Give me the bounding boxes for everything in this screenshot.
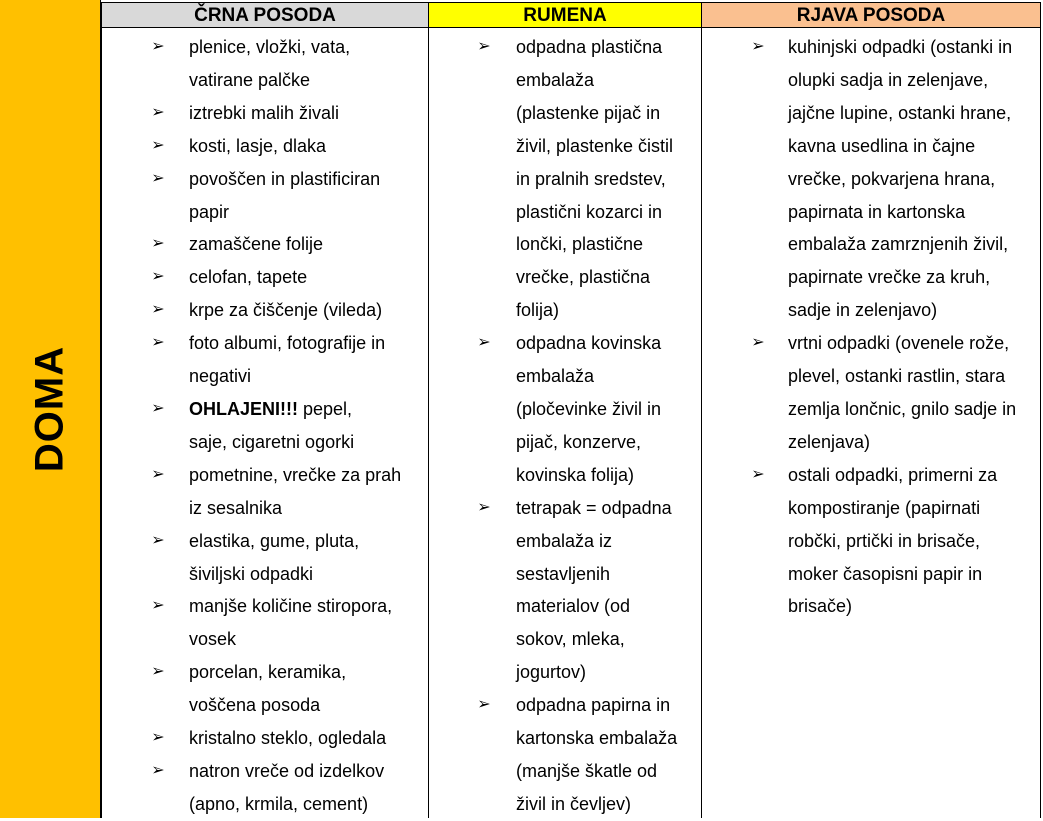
text-line: zelenjava) — [788, 431, 871, 452]
text-line: in pralnih sredstev, — [516, 168, 666, 189]
list-item — [102, 31, 420, 97]
text-line: papir — [189, 201, 230, 222]
arrow-bullet-icon: ➢ — [151, 399, 165, 417]
header-yellow-bin: RUMENA — [428, 2, 701, 28]
text-line: voščena posoda — [189, 695, 321, 716]
text-line: zemlja lončnic, gnilo sadje in — [788, 398, 1017, 419]
list-item — [102, 228, 420, 261]
text-line: folija) — [516, 300, 560, 321]
list-item-text — [189, 261, 420, 294]
text-line: embalaža — [516, 366, 595, 387]
list-item-text — [516, 31, 695, 327]
list-item-text — [189, 327, 420, 393]
list-item — [702, 327, 1037, 459]
text-line: živil, plastenke čistil — [516, 135, 674, 156]
list-item-text — [189, 459, 420, 525]
list-item — [102, 327, 420, 393]
text-line: ostali odpadki, primerni za — [788, 464, 998, 485]
arrow-bullet-icon: ➢ — [151, 531, 165, 549]
text-line: natron vreče od izdelkov — [189, 760, 385, 781]
text-line: porcelan, keramika, — [189, 662, 347, 683]
text-line: kompostiranje (papirnati — [788, 497, 981, 518]
list-item-text — [788, 459, 1037, 624]
list-item — [102, 97, 420, 130]
text-line: povoščen in plastificiran — [189, 168, 381, 189]
arrow-bullet-icon: ➢ — [151, 136, 165, 154]
text-line: lončki, plastične — [516, 234, 644, 255]
header-brown-bin: RJAVA POSODA — [701, 2, 1041, 28]
text-line: moker časopisni papir in — [788, 563, 983, 584]
text-line: (apno, krmila, cement) — [189, 793, 369, 814]
text-line: materialov (od — [516, 596, 631, 617]
text-line: kavna usedlina in čajne — [788, 135, 976, 156]
text-line: odpadna papirna in — [516, 695, 671, 716]
list-item — [429, 689, 695, 821]
arrow-bullet-icon: ➢ — [151, 597, 165, 615]
list-item-text — [788, 31, 1037, 327]
list-item-text — [516, 327, 695, 492]
list-item — [429, 327, 695, 492]
list-item — [102, 656, 420, 722]
list-item-text — [516, 689, 695, 821]
list-item-text — [189, 228, 420, 261]
arrow-bullet-icon: ➢ — [151, 729, 165, 747]
list-item-text — [189, 525, 420, 591]
arrow-bullet-icon: ➢ — [751, 38, 765, 55]
text-line: robčki, prtički in brisače, — [788, 530, 981, 551]
text-line: kovinska folija) — [516, 464, 635, 485]
list-item-text — [189, 722, 420, 755]
text-line: elastika, gume, pluta, — [189, 530, 360, 551]
text-line: tetrapak = odpadna — [516, 497, 672, 518]
list-item — [102, 525, 420, 591]
list-item — [102, 261, 420, 294]
text-line: zamaščene folije — [189, 234, 324, 255]
text-line: plastični kozarci in — [516, 201, 663, 222]
warning-emphasis: OHLAJENI!!! — [189, 398, 298, 419]
list-item — [102, 755, 420, 821]
text-line: krpe za čiščenje (vileda) — [189, 300, 383, 321]
black-bin-list — [102, 31, 420, 821]
list-item-text — [189, 755, 420, 821]
text-line: embalaža zamrznjenih živil, — [788, 234, 1009, 255]
text-line: olupki sadja in zelenjave, — [788, 69, 989, 90]
text-line: pijač, konzerve, — [516, 431, 642, 452]
text-line: celofan, tapete — [189, 267, 308, 288]
list-item — [102, 130, 420, 163]
text-line: kosti, lasje, dlaka — [189, 135, 327, 156]
arrow-bullet-icon: ➢ — [477, 498, 491, 516]
text-line: kartonska embalaža — [516, 728, 678, 749]
text-line: jajčne lupine, ostanki hrane, — [788, 102, 1012, 123]
text-line: sestavljenih — [516, 563, 611, 584]
text-line: kuhinjski odpadki (ostanki in — [788, 37, 1013, 57]
list-item — [702, 31, 1037, 327]
list-item-text — [189, 656, 420, 722]
text-line: vrečke, pokvarjena hrana, — [788, 168, 996, 189]
list-item — [429, 492, 695, 689]
text-line: (pločevinke živil in — [516, 398, 662, 419]
side-label: DOMA — [27, 345, 72, 473]
header-black-bin: ČRNA POSODA — [101, 2, 428, 28]
text-line: vatirane palčke — [189, 69, 311, 90]
text-line: vrtni odpadki (ovenele rože, — [788, 333, 1010, 354]
text-line: brisače) — [788, 596, 853, 617]
arrow-bullet-icon: ➢ — [477, 38, 491, 55]
list-item-text — [189, 97, 420, 130]
text-line: odpadna kovinska — [516, 333, 662, 354]
brown-bin-list — [702, 31, 1037, 623]
list-item — [702, 459, 1037, 624]
text-line: papirnata in kartonska — [788, 201, 966, 222]
column-yellow-bin — [428, 28, 701, 818]
text-line: plevel, ostanki rastlin, stara — [788, 366, 1006, 387]
text-line: papirnate vrečke za kruh, — [788, 267, 991, 288]
column-brown-bin — [701, 28, 1041, 818]
text-line: iz sesalnika — [189, 497, 283, 518]
arrow-bullet-icon: ➢ — [477, 696, 491, 714]
text-line: šiviljski odpadki — [189, 563, 314, 584]
text-line: (plastenke pijač in — [516, 102, 661, 123]
text-line: kristalno steklo, ogledala — [189, 728, 387, 749]
list-item — [102, 722, 420, 755]
arrow-bullet-icon: ➢ — [151, 301, 165, 319]
column-black-bin — [101, 28, 428, 818]
list-item-text — [189, 163, 420, 229]
list-item — [102, 590, 420, 656]
text-line: plenice, vložki, vata, — [189, 37, 351, 57]
list-item-text — [189, 393, 420, 459]
text-line: embalaža — [516, 69, 595, 90]
text-line: foto albumi, fotografije in — [189, 333, 386, 354]
list-item-text — [189, 31, 420, 97]
arrow-bullet-icon: ➢ — [151, 169, 165, 187]
text-line: živil in čevljev) — [516, 793, 632, 814]
yellow-bin-list — [429, 31, 695, 821]
side-label-cell — [0, 0, 101, 818]
list-item — [429, 31, 695, 327]
text-line: pometnine, vrečke za prah — [189, 464, 402, 485]
text-line: sokov, mleka, — [516, 629, 625, 650]
list-item — [102, 393, 420, 459]
arrow-bullet-icon: ➢ — [477, 334, 491, 352]
arrow-bullet-icon: ➢ — [751, 334, 765, 352]
text-line: pepel, — [303, 398, 353, 419]
list-item-text — [516, 492, 695, 689]
arrow-bullet-icon: ➢ — [151, 465, 165, 483]
list-item — [102, 163, 420, 229]
arrow-bullet-icon: ➢ — [151, 663, 165, 681]
arrow-bullet-icon: ➢ — [151, 103, 165, 121]
arrow-bullet-icon: ➢ — [151, 334, 165, 352]
text-line: vrečke, plastična — [516, 267, 651, 288]
text-line: saje, cigaretni ogorki — [189, 431, 355, 452]
list-item-text — [189, 590, 420, 656]
list-item-text — [788, 327, 1037, 459]
text-line: manjše količine stiropora, — [189, 596, 393, 617]
text-line: (manjše škatle od — [516, 760, 658, 781]
text-line: iztrebki malih živali — [189, 102, 340, 123]
text-line: jogurtov) — [516, 662, 587, 683]
text-line: sadje in zelenjavo) — [788, 300, 938, 321]
text-line: odpadna plastična — [516, 37, 663, 57]
list-item-text — [189, 294, 420, 327]
arrow-bullet-icon: ➢ — [151, 761, 165, 779]
arrow-bullet-icon: ➢ — [151, 235, 165, 253]
list-item — [102, 294, 420, 327]
text-line: vosek — [189, 629, 237, 650]
arrow-bullet-icon: ➢ — [151, 268, 165, 286]
list-item-text — [189, 130, 420, 163]
text-line: embalaža iz — [516, 530, 613, 551]
arrow-bullet-icon: ➢ — [751, 465, 765, 483]
text-line: negativi — [189, 366, 252, 387]
list-item — [102, 459, 420, 525]
arrow-bullet-icon: ➢ — [151, 38, 165, 55]
